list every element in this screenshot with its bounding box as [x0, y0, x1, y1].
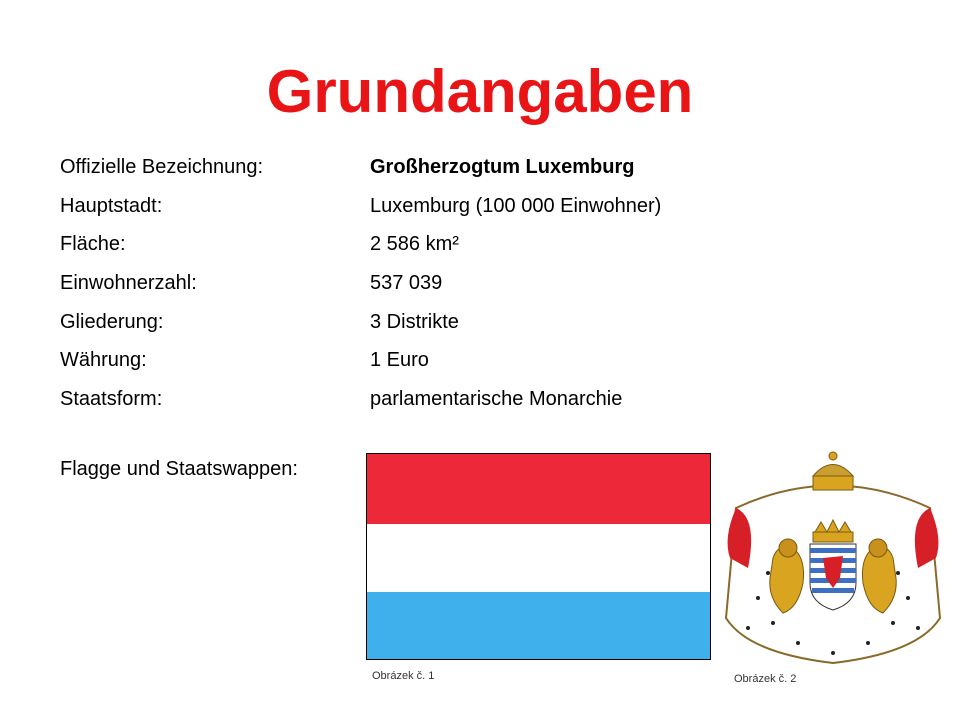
fact-label: Einwohnerzahl:: [60, 272, 197, 295]
flag-stripe-blue: [367, 592, 710, 660]
fact-value: 2 586 km²: [370, 233, 459, 256]
fact-value: 3 Distrikte: [370, 310, 459, 333]
image-caption-1: Obrázek č. 1: [372, 670, 435, 682]
fact-label: Hauptstadt:: [60, 194, 163, 217]
fact-label: Fläche:: [60, 233, 126, 256]
coat-of-arms-image: [718, 448, 948, 668]
flag-stripe-red: [367, 454, 710, 524]
fact-value: 537 039: [370, 272, 443, 295]
slide-title: Grundangaben: [266, 58, 694, 125]
luxembourg-flag-image: [366, 453, 711, 660]
fact-label: Währung:: [60, 349, 147, 372]
fact-value: 1 Euro: [370, 349, 429, 372]
shield-icon: [810, 544, 856, 610]
crown-icon: [813, 452, 853, 490]
fact-label: Gliederung:: [60, 310, 164, 333]
fact-label: Offizielle Bezeichnung:: [60, 156, 264, 178]
image-caption-2: Obrázek č. 2: [734, 673, 797, 685]
fact-label: Staatsform:: [60, 388, 163, 411]
fact-value: parlamentarische Monarchie: [370, 388, 623, 411]
flag-label: Flagge und Staatswappen:: [60, 458, 298, 480]
flag-stripe-white: [367, 524, 710, 592]
fact-value: Luxemburg (100 000 Einwohner): [370, 194, 662, 217]
fact-value: Großherzogtum Luxemburg: [370, 156, 635, 178]
